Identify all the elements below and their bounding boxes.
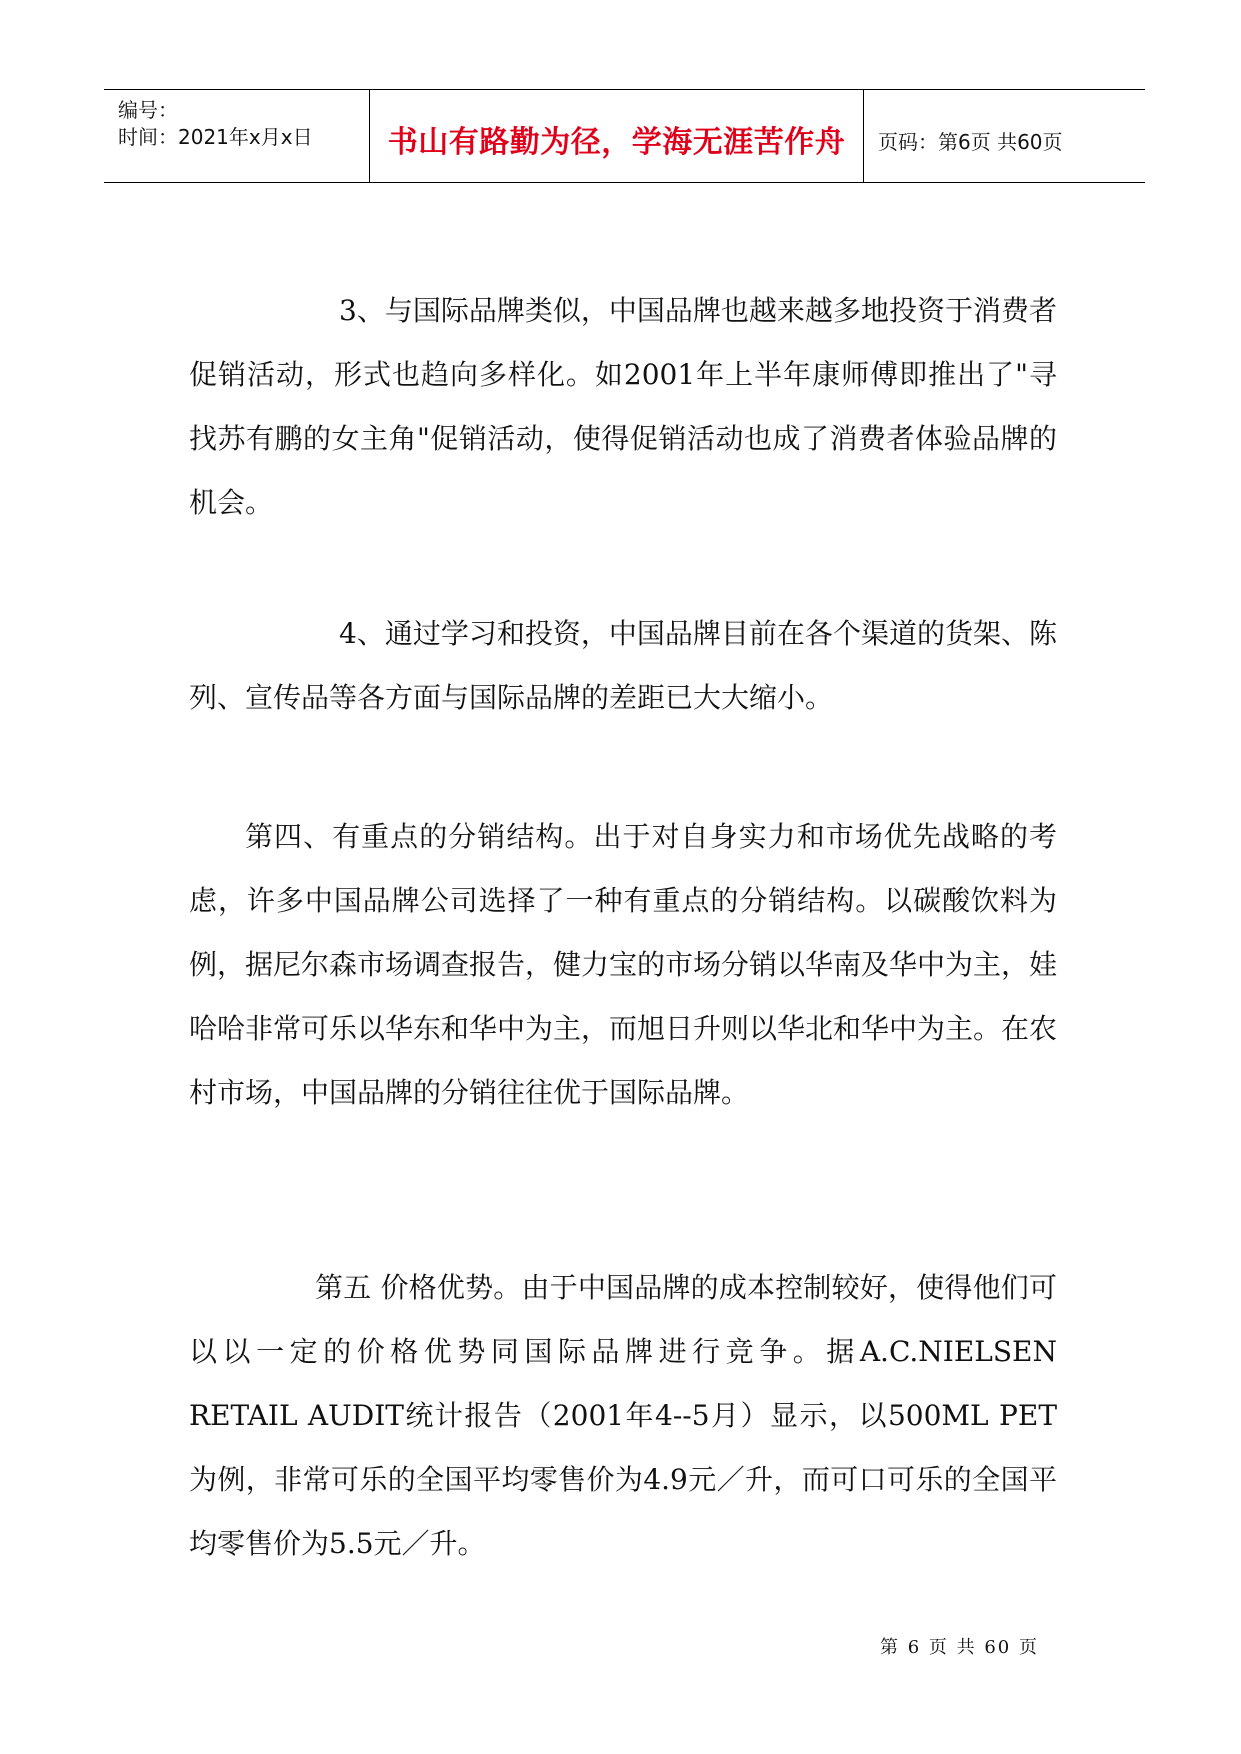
paragraph-distribution (189, 805, 1057, 1125)
header-motto: 书山有路勤为径，学海无涯苦作舟 (387, 125, 846, 160)
document-time-label: 时间：2021年x月x日 (118, 125, 313, 149)
paragraph-4: 4、通过学习和投资，中国品牌目前在各个渠道的货架、陈列、宣传品等各方面与国际品牌的差距已大大缩小。 (189, 617, 1057, 714)
section-heading-price: 第五 价格优势。 (315, 1271, 522, 1304)
header-page-number: 页码：第6页 共60页 (878, 130, 1063, 154)
paragraph-price (189, 1256, 1057, 1576)
page-footer: 第 6 页 共 60 页 (880, 1637, 1039, 1658)
header-motto-cell (370, 90, 864, 182)
header-info-cell (104, 90, 370, 182)
section-body-price: 由于中国品牌的成本控制较好，使得他们可以以一定的价格优势同国际品牌进行竞争。据A.C.NIELSEN RETAIL AUDIT统计报告（2001年4--5月）显示，以500ML PET为例，非常可乐的全国平均零售价为4.9元／升，而可口可乐的全国平均零售价为5.5元／升。 (189, 1271, 1057, 1560)
paragraph-3: 3、与国际品牌类似，中国品牌也越来越多地投资于消费者促销活动，形式也趋向多样化。如2001年上半年康师傅即推出了"寻找苏有鹏的女主角"促销活动，使得促销活动也成了消费者体验品牌的机会。 (189, 294, 1057, 519)
document-number-label: 编号： (118, 98, 178, 122)
section-body-distribution: 出于对自身实力和市场优先战略的考虑，许多中国品牌公司选择了一种有重点的分销结构。以碳酸饮料为例，据尼尔森市场调查报告，健力宝的市场分销以华南及华中为主，娃哈哈非常可乐以华东和华中为主，而旭日升则以华北和华中为主。在农村市场，中国品牌的分销往往优于国际品牌。 (189, 820, 1058, 1109)
page-header (104, 89, 1145, 183)
section-heading-distribution: 第四、有重点的分销结构。 (245, 820, 594, 853)
header-page-cell (864, 90, 1145, 182)
